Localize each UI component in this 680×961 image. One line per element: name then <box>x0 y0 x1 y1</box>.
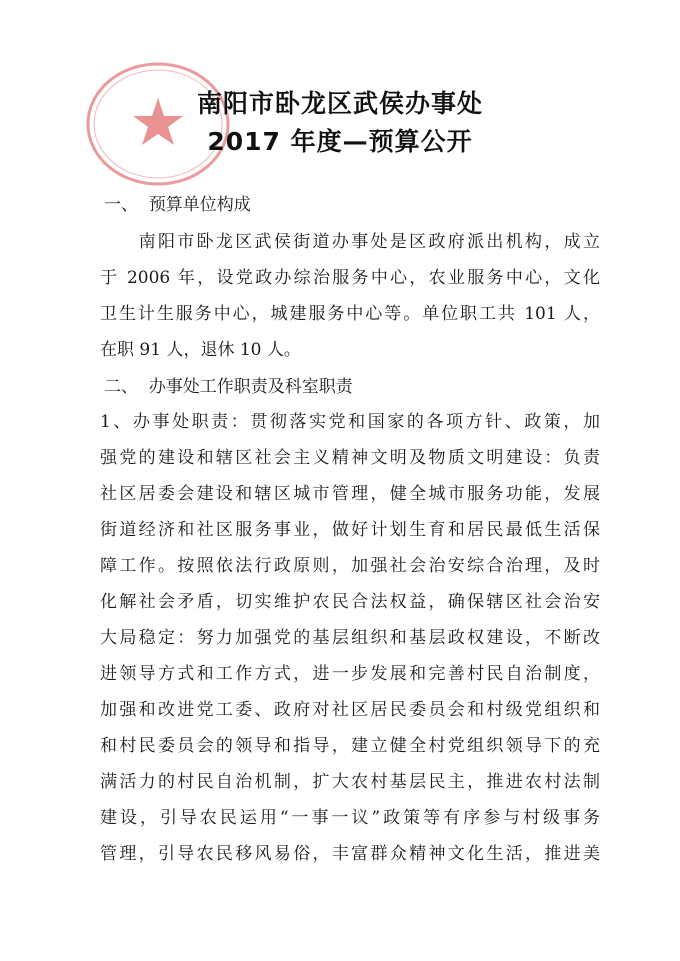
paragraph-line: 南阳市卧龙区武侯街道办事处是区政府派出机构，成立 <box>100 232 600 252</box>
document-title-line-1: 南阳市卧龙区武侯办事处 <box>196 89 483 118</box>
section-2-paragraph <box>100 404 600 872</box>
section-heading-2: 二、 办事处工作职责及科室职责 <box>104 377 353 397</box>
paragraph-line: 街道经济和社区服务事业，做好计划生育和居民最低生活保 <box>100 520 600 540</box>
paragraph-line: 进领导方式和工作方式，进一步发展和完善村民自治制度， <box>100 664 600 684</box>
paragraph-line: 满活力的村民自治机制，扩大农村基层民主，推进农村法制 <box>100 772 600 792</box>
paragraph-line: 加强和改进党工委、政府对社区居民委员会和村级党组织和 <box>100 700 600 720</box>
section-heading-1: 一、 预算单位构成 <box>104 195 251 215</box>
paragraph-line: 在职 91 人，退休 10 人。 <box>100 340 301 360</box>
paragraph-line: 社区居委会建设和辖区城市管理，健全城市服务功能，发展 <box>100 484 600 504</box>
paragraph-line: 管理，引导农民移风易俗，丰富群众精神文化生活，推进美 <box>100 844 600 864</box>
paragraph-line: 1、办事处职责：贯彻落实党和国家的各项方针、政策，加 <box>100 412 600 432</box>
paragraph-line: 卫生计生服务中心，城建服务中心等。单位职工共 101 人， <box>100 304 600 324</box>
document-title-line-2: 2017 年度—预算公开 <box>207 127 473 156</box>
paragraph-line: 化解社会矛盾，切实维护农民合法权益，确保辖区社会治安 <box>100 592 600 612</box>
paragraph-line: 和村民委员会的领导和指导，建立健全村党组织领导下的充 <box>100 736 600 756</box>
paragraph-line: 大局稳定：努力加强党的基层组织和基层政权建设，不断改 <box>100 628 600 648</box>
paragraph-line: 强党的建设和辖区社会主义精神文明及物质文明建设：负责 <box>100 448 600 468</box>
paragraph-line: 于 2006 年，设党政办综治服务中心，农业服务中心，文化 <box>100 268 600 288</box>
paragraph-line: 障工作。按照依法行政原则，加强社会治安综合治理，及时 <box>100 556 600 576</box>
section-1-paragraph <box>100 224 600 368</box>
paragraph-line: 建设，引导农民运用“一事一议”政策等有序参与村级事务 <box>100 808 600 828</box>
